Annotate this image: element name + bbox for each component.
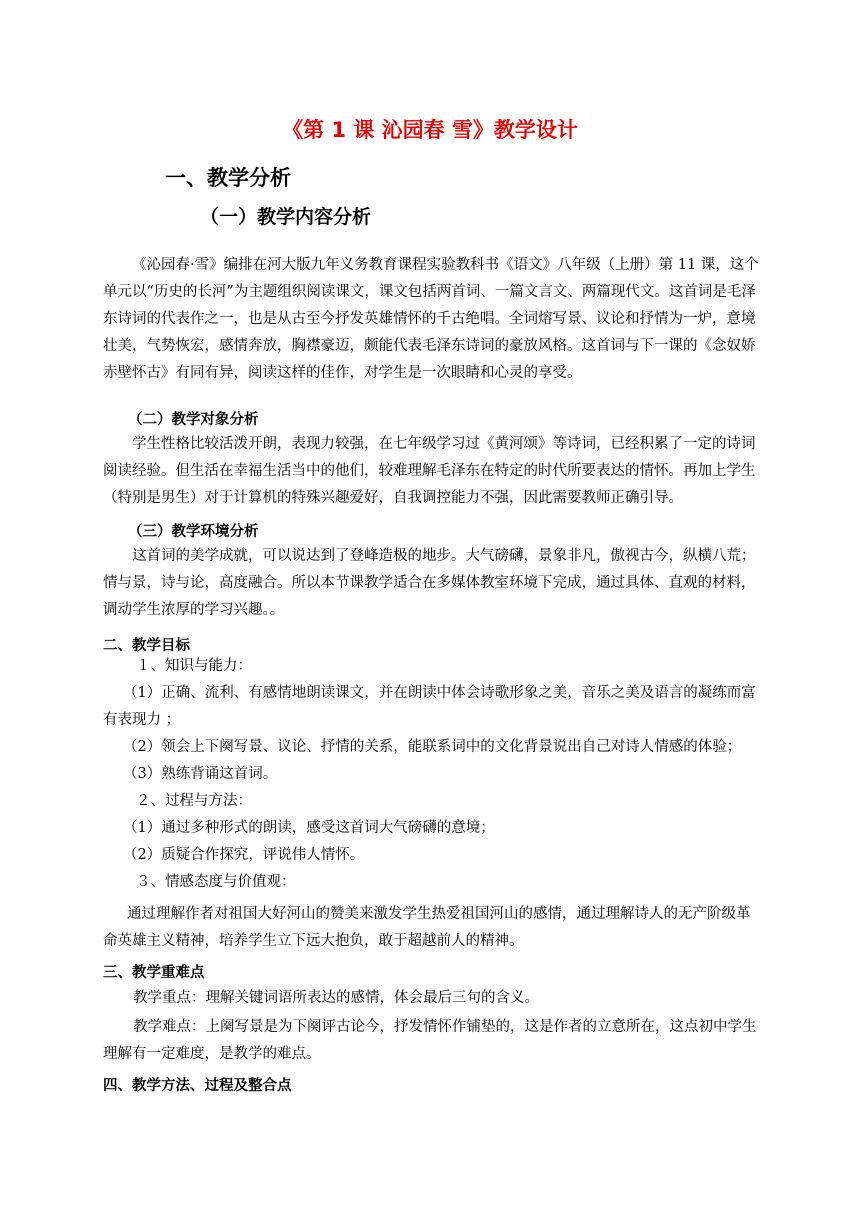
subheading-environment-analysis: （三）教学环境分析 (128, 524, 259, 540)
goal-process-2: （2）质疑合作探究，评说伟人情怀。 (123, 847, 365, 863)
section-heading-methods: 四、教学方法、过程及整合点 (103, 1078, 292, 1094)
goal-process-label: ２、过程与方法： (136, 793, 252, 809)
subheading-student-analysis: （二）教学对象分析 (128, 412, 259, 428)
section-heading-analysis: 一、教学分析 (165, 166, 291, 190)
goal-knowledge-label: １、知识与能力： (136, 658, 252, 674)
section-heading-goals: 二、教学目标 (103, 638, 190, 654)
goal-emotion-label: ３、情感态度与价值观： (136, 874, 296, 890)
section-heading-key-points: 三、教学重难点 (103, 965, 205, 981)
goal-emotion-paragraph: 通过理解作者对祖国大好河山的赞美来激发学生热爱祖国河山的感情，通过理解诗人的无产阶级革命英雄主义精神，培养学生立下远大抱负，敢于超越前人的精神。 (103, 906, 751, 949)
key-point-text: 教学重点：理解关键词语所表达的感情，体会最后三句的含义。 (133, 990, 539, 1006)
paragraph-content-analysis: 《沁园春·雪》编排在河大版九年义务教育课程实验教科书《语文》八年级（上册）第 11 课，这个单元以“历史的长河”为主题组织阅读课文，课文包括两首词、一篇文言文、两篇现代文。这首词是毛泽东诗词的代表作之一，也是从古至今抒发英雄情怀的千古绝唱。全词熔写景、议论和抒情为一炉，意境壮美，气势恢宏，感情奔放，胸襟豪迈，颇能代表毛泽东诗词的豪放风格。这首词与下一课的《念奴娇 赤壁怀古》有同有异，阅读这样的佳作，对学生是一次眼睛和心灵的享受。 (103, 257, 759, 381)
goal-process-1: （1）通过多种形式的朗读，感受这首词大气磅礴的意境； (123, 820, 495, 836)
goal-knowledge-2: （2）领会上下阕写景、议论、抒情的关系，能联系词中的文化背景说出自己对诗人情感的体验； (123, 739, 742, 755)
subheading-content-analysis: （一）教学内容分析 (200, 206, 372, 228)
paragraph-student-analysis: 学生性格比较活泼开朗，表现力较强，在七年级学习过《黄河颂》等诗词，已经积累了一定的诗词阅读经验。但生活在幸福生活当中的他们，较难理解毛泽东在特定的时代所要表达的情怀。再加上学生（特别是男生）对于计算机的特殊兴趣爱好，自我调控能力不强，因此需要教师正确引导。 (103, 436, 756, 506)
goal-knowledge-1: （1）正确、流利、有感情地朗读课文，并在朗读中体会诗歌形象之美，音乐之美及语言的凝练而富有表现力 ； (103, 685, 756, 728)
paragraph-environment-analysis: 这首词的美学成就，可以说达到了登峰造极的地步。大气磅礴，景象非凡，傲视古今，纵横八荒；情与景，诗与论，高度融合。所以本节课教学适合在多媒体教室环境下完成，通过具体、直观的材料，调动学生浓厚的学习兴趣。。 (103, 548, 756, 618)
difficult-point-text: 教学难点：上阕写景是为下阕评古论今，抒发情怀作铺垫的，这是作者的立意所在，这点初中学生理解有一定难度，是教学的难点。 (103, 1019, 757, 1062)
document-title: 《第 1 课 沁园春 雪》教学设计 (282, 118, 578, 142)
goal-knowledge-3: （3）熟练背诵这首词。 (123, 766, 278, 782)
